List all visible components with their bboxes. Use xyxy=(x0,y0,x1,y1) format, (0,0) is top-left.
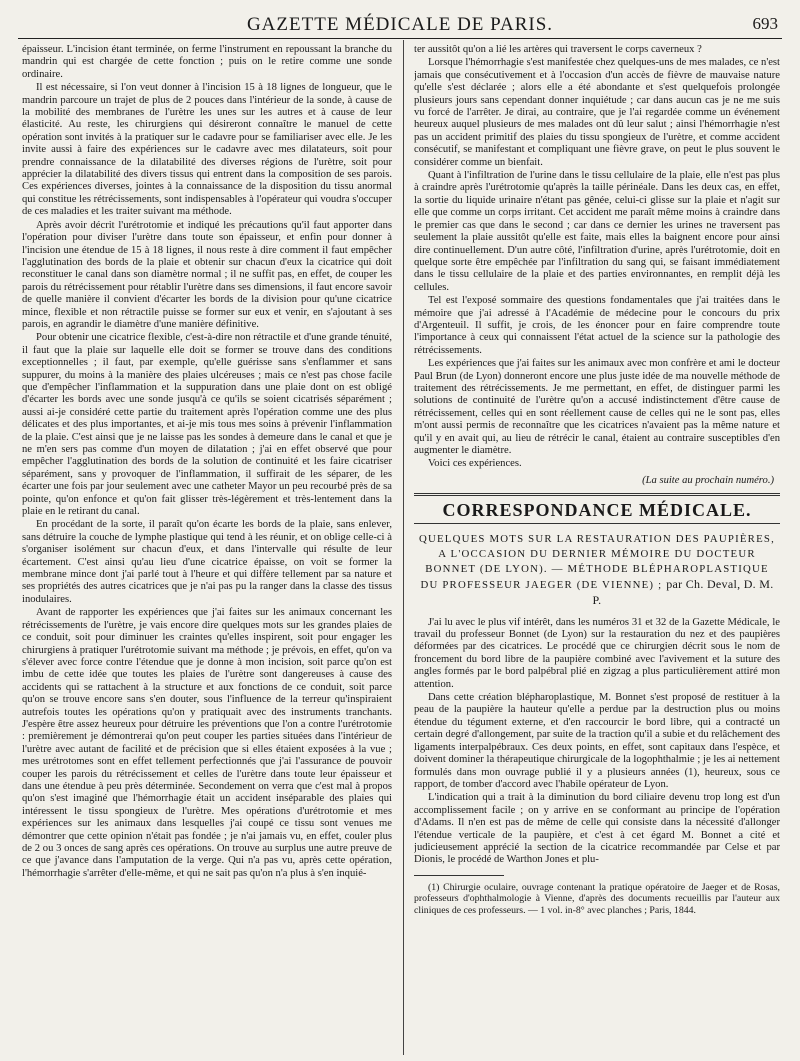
paragraph: Après avoir décrit l'urétrotomie et indiqué les précautions qu'il faut apporter dans l'opération pour diviser l'urètre dans toute son épaisseur, et enfin pour donner à l'incision une étendue de 15 à 18 lignes, il nous reste à dire comment il faut empêcher l'agglutination des bords de la plaie et obtenir sur chacun d'eux la cicatrice qui doit reconstituer le canal dans son diamètre normal ; il ne suffit pas, en effet, de couper les parois du rétrécissement pour rétablir l'urètre dans ses dimensions, il faut encore savoir de quelle manière il convient d'écarter les bords de la division pour qu'une cicatrice mince, flexible et non rétractile puisse se former sur eux et venir, en s'ajoutant à ses parois, en agrandir le diamètre d'une manière définitive. xyxy=(22,219,392,330)
paragraph: J'ai lu avec le plus vif intérêt, dans les numéros 31 et 32 de la Gazette Médicale, le travail du professeur Bonnet (de Lyon) sur la restauration du nez et des paupières déformées par des cicatrices. Le procédé que ce chirurgien décrit sous le nom de froncement du bord libre de la paupière combiné avec l'avivement et la suture des angles formés par le bord palpébral plié en zigzag a plus particulièrement attiré mon attention. xyxy=(414,616,780,690)
right-column xyxy=(414,44,780,1055)
section-rule xyxy=(414,493,780,496)
footnote: (1) Chirurgie oculaire, ouvrage contenant la pratique opératoire de Jaeger et de Rosas, professeurs d'ophthalmologie à Vienne, d'après des documents recueillis par l'auteur aux cliniques de ces professeurs. — 1 vol. in-8° avec planches ; Paris, 1844. xyxy=(414,881,780,916)
paragraph: Quant à l'infiltration de l'urine dans le tissu cellulaire de la plaie, elle n'est pas plus à craindre après l'urétrotomie qu'après la taille périnéale. Dans les deux cas, en effet, la sortie du liquide urinaire n'étant pas gênée, celui-ci glisse sur la plaie et n'agit sur elle que comme un corps irritant. Cet accident me paraît même moins à craindre dans le premier cas que dans le second ; car dans ce dernier les urines ne traversent pas seulement la plaie aussitôt qu'elle est faite, mais elles la baignent encore pour ainsi dire continuellement. D'un autre côté, l'infiltration d'urine, après l'urétrotomie, doit en quelque sorte être empêchée par l'infiltration du sang qui, se faisant immédiatement dans le tissu cellulaire de la plaie et des parties environnantes, en remplit déjà les cellules. xyxy=(414,170,780,293)
paragraph: Avant de rapporter les expériences que j'ai faites sur les animaux concernant les rétrécissements de l'urètre, je vais encore dire quelques mots sur les grandes plaies de ce conduit, soit pour diminuer les craintes qu'elles inspirent, soit pour engager les chirurgiens à pratiquer l'urétrotomie suivant ma méthode ; je prévois, en effet, qu'on va s'élever avec force contre l'étendue que je donne à mon incision, soit parce qu'on est imbu de cette idée que toutes les plaies de l'urètre sont dangereuses à cause des accidents qui se rattachent à la structure et aux fonctions de ce conduit, soit parce qu'on se trouve encore sans s'en douter, sous l'influence de la terreur qu'inspiraient autrefois toutes les opérations qu'on y pratiquait avec des instruments tranchants. J'espère être assez heureux pour détruire les préventions que l'on a contre l'urétrotomie : premièrement je démontrerai qu'on peut couper les parties situées dans l'intérieur de l'urètre avec autant de facilité et de précision que si elles étaient exposées à la vue ; mes urétrotomes sont en effet tellement perfectionnés que j'ai l'assurance de pouvoir couper les parois du rétrécissement et celles de l'urètre dans toute leur épaisseur et dans une étendue à peu près déterminée. Secondement on verra que c'est mal à propos qu'on s'est imaginé que l'hémorrhagie était un accident inséparable des plaies qui intéressent le tissu spongieux de l'urètre. Mes opérations d'urétrotomie et mes expériences sur les animaux dans lesquelles j'ai coupé ce tissu sont venues me démontrer que cette opinion n'était pas fondée ; je n'ai jamais vu, en effet, couler plus de 2 ou 3 onces de sang après ces opérations. On trouve au surplus une autre preuve de ce que j'avance dans l'amputation de la verge. Qui n'a pas vu, après cette opération, l'hémorrhagie s'arrêter d'elle-même, et qui ne sait pas qu'on n'a plus à s'en inquié- xyxy=(22,607,392,879)
column-divider xyxy=(403,40,404,1055)
header-rule xyxy=(18,38,782,39)
paragraph: Voici ces expériences. xyxy=(428,458,522,470)
left-column xyxy=(22,44,392,1055)
continued-note: (La suite au prochain numéro.) xyxy=(642,474,774,486)
paragraph: Il est nécessaire, si l'on veut donner à l'incision 15 à 18 lignes de longueur, que le mandrin parcoure un trajet de plus de 2 pouces dans l'intérieur de la sonde, à cause de la mobilité des membranes de l'urètre les unes sur les autres et à cause de leur élasticité. Au reste, les chirurgiens qui désireront connaître le manuel de cette opération sont invités à la pratiquer sur le cadavre pour se familiariser avec elle. Je les invite aussi à faire des expériences sur le cadavre avec mes dilatateurs, soit pour prendre connaissance de la dilatabilité des diverses régions de l'urètre, soit pour apprécier la dilatabilité des divers tissus qui entrent dans la composition de ses parois. Ces expériences diverses, jointes à la connaissance de la disposition du tissu anormal qui constitue les rétrécissements, sont indispensables à l'opérateur qui voudra s'occuper de ces maladies et les traiter suivant ma méthode. xyxy=(22,82,392,218)
paragraph: Les expériences que j'ai faites sur les animaux avec mon confrère et ami le docteur Paul Brun (de Lyon) donneront encore une plus juste idée de ma nouvelle méthode de traitement des rétrécissements. Je me permettant, en effet, de distinguer parmi les solutions de continuité de l'urètre qu'on a accusé indistinctement d'être cause de rétrécissement, celles qui en sont réellement cause de celles qui ne le sont pas, elles m'ont aussi permis de reconnaître que les cicatrices n'avaient pas la même nature et qu'il y en avait qui, au lieu de rétrécir le canal, étaient au contraire susceptibles d'en augmenter le diamètre. xyxy=(414,358,780,456)
section-rule-lower xyxy=(414,523,780,524)
article-author: par Ch. Deval, D. M. P. xyxy=(592,576,774,607)
running-header xyxy=(0,12,800,40)
paragraph: Tel est l'exposé sommaire des questions fondamentales que j'ai traitées dans le mémoire que j'ai adressé à l'Académie de médecine pour le concours du prix d'Argenteuil. Il suffit, je crois, de les énoncer pour en faire comprendre toute l'importance à ceux qui connaissent l'état actuel de la science sur la pathologie des rétrécissements. xyxy=(414,295,780,356)
paragraph: En procédant de la sorte, il paraît qu'on écarte les bords de la plaie, sans enlever, sans détruire la couche de lymphe plastique qui tend à les réunir, et on oblige celle-ci à s'organiser isolément sur chacun d'eux, et dans l'intervalle qui résulte de leur écartement. C'est ainsi qu'au lieu d'une cicatrice épaisse, on voit se former la membrane mince dont j'ai parlé tout à l'heure et qui diffère tellement par sa nature et ses propriétés des autres cicatrices que je n'ai pas pu la ranger dans la classe des tissus inodulaires. xyxy=(22,519,392,605)
article-title xyxy=(416,532,778,609)
paragraph: Pour obtenir une cicatrice flexible, c'est-à-dire non rétractile et d'une grande ténuité, il faut que la plaie sur laquelle elle doit se former se trouve dans des conditions exceptionnelles ; il faut, par exemple, qu'elle guérisse sans s'enflammer et sans suppurer, du moins à la manière des plaies ulcéreuses ; mais ce n'est pas chose facile que d'empêcher l'inflammation et la suppuration dans une plaie dont on est obligé d'écarter les bords avec une sonde jusqu'à ce qu'ils se soient cicatrisés séparément ; aussi ai-je considéré cette partie du traitement après l'opération comme une des plus délicates et des plus importantes, et ai-je mis tous mes soins à prévenir l'inflammation de la plaie. C'est ainsi que je ne laisse pas les sondes à demeure dans le canal et que je ne m'en sers pas comme d'un moyen de dilatation ; j'ai en effet observé que pour empêcher l'agglutination des bords de la solution de continuité et les faire cicatriser séparément, sans y provoquer de l'inflammation, il suffirait de les séparer, de les écarter une fois par jour seulement avec une catheter Mayor un peu recourbé près de sa pointe, qu'on enfonce et qu'on fait glisser très-légèrement et très-lentement dans la plaie en le retirant du canal. xyxy=(22,332,392,518)
section-title: CORRESPONDANCE MÉDICALE. xyxy=(442,500,752,521)
journal-title: GAZETTE MÉDICALE DE PARIS. xyxy=(246,14,554,35)
paragraph: Dans cette création blépharoplastique, M. Bonnet s'est proposé de restituer à la peau de la paupière la hauteur qu'elle a perdue par la destruction plus ou moins étendue du tégument externe, et d'en raccourcir le bord libre, qui a contracté un certain degré d'allongement, par suite de la traction qu'il a subie et du relâchement des ligaments interpalpébraux. Ces deux points, en effet, sont capitaux dans l'espèce, et doivent dominer la thérapeutique chirurgicale de la logophthalmie ; je les ai nettement formulés dans mon ouvrage publié il y a plusieurs années (1), heureux, sous ce rapport, de tomber d'accord avec l'habile opérateur de Lyon. xyxy=(414,692,780,790)
footnote-rule xyxy=(414,875,504,876)
paragraph: épaisseur. L'incision étant terminée, on ferme l'instrument en repoussant la branche du mandrin qui est chargée de cette fonction ; puis on le retire comme une sonde ordinaire. xyxy=(22,44,392,80)
paragraph: ter aussitôt qu'on a lié les artères qui traversent le corps caverneux ? xyxy=(414,44,702,55)
paragraph: Lorsque l'hémorrhagie s'est manifestée chez quelques-uns de mes malades, ce n'est jamais que consécutivement et à l'occasion d'un accès de fièvre de mauvaise nature qu'elle s'est déclarée ; alors elle a été abondante et s'est quelquefois prolongée plusieurs jours sans cependant donner inquiétude ; car dans aucun cas je ne me suis vu forcé de l'arrêter. Je dirai, au contraire, que je l'ai regardée comme un événement heureux auquel plusieurs de mes malades ont dû leur salut ; ainsi l'hémorrhagie n'est pas un accident primitif des plaies du tissu spongieux de l'urètre, et comme accident consécutif, se manifestant et compliquant une fièvre grave, on peut le plus souvent le considérer comme un bienfait. xyxy=(414,57,780,168)
article-title-text: QUELQUES MOTS SUR LA RESTAURATION DES PAUPIÈRES, A L'OCCASION DU DERNIER MÉMOIRE DU DOCTEUR BONNET (DE LYON). — MÉTHODE BLÉPHAROPLASTIQUE DU PROFESSEUR JAEGER (DE VIENNE) ; xyxy=(419,532,775,591)
page-number: 693 xyxy=(752,14,778,33)
paragraph: L'indication qui a trait à la diminution du bord ciliaire devenu trop long est d'un accomplissement facile ; on y arrive en se conformant au principe de l'opération d'Adams. Il n'en est pas de même de celle qui consiste dans la nécessité d'allonger l'étendue verticale de la paupière, et c'est à cet égard M. Bonnet a cité et judicieusement apprécié la section de la cicatrice recommandée par Celse et par Dionis, le procédé de Warthon Jones et plu- xyxy=(414,792,780,866)
